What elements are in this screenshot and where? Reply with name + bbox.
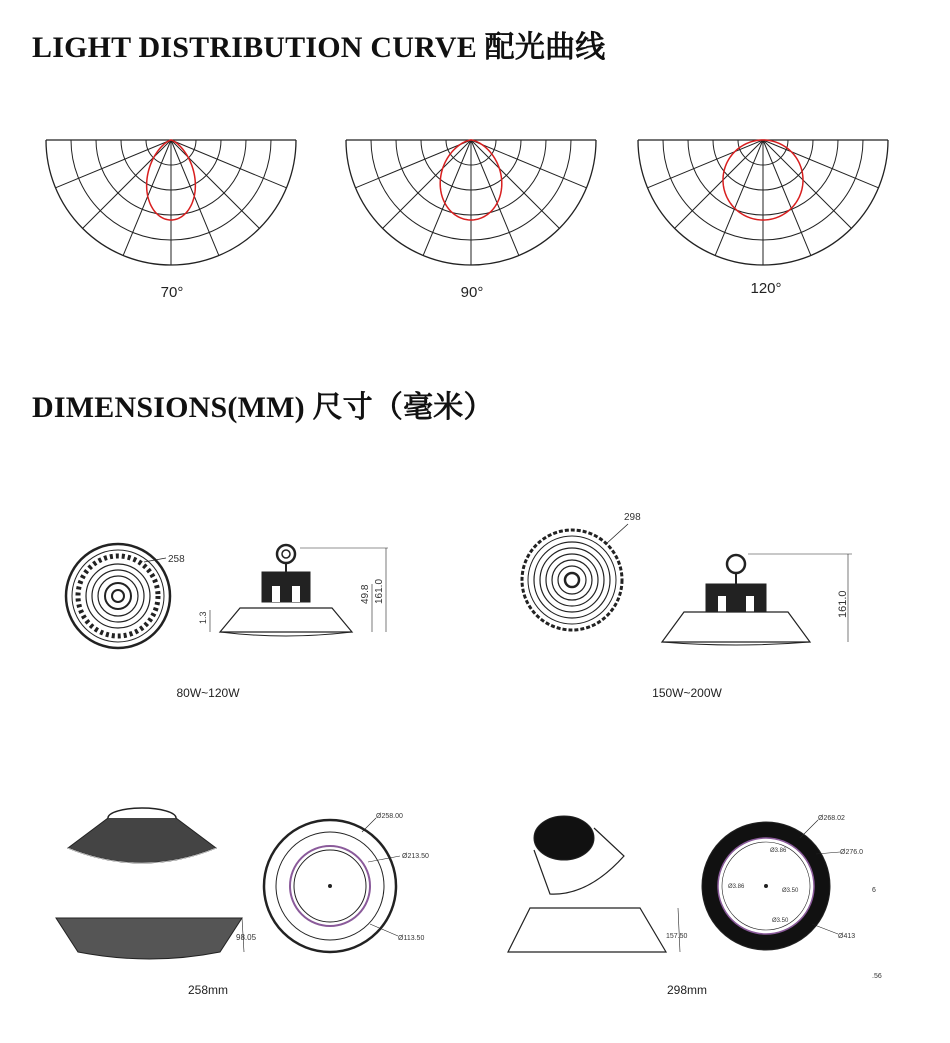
polar-spoke bbox=[383, 140, 471, 228]
ring-label-2: Ø276.0 bbox=[840, 849, 863, 856]
polar-grid-90 bbox=[342, 138, 600, 268]
polar-spoke bbox=[471, 140, 559, 228]
ring-label-3: Ø3.86 bbox=[770, 848, 787, 854]
mid-height-label: 49.8 bbox=[360, 584, 371, 604]
polar-grid-70 bbox=[42, 138, 300, 268]
total-height-label: 161.0 bbox=[374, 578, 385, 604]
polar-chart-120 bbox=[634, 138, 892, 268]
polar-chart-90 bbox=[342, 138, 600, 268]
diameter-label: 258 bbox=[168, 554, 185, 565]
polar-grid-120 bbox=[634, 138, 892, 268]
reflector-298-top-view bbox=[700, 808, 900, 988]
fixture-side-view-graphic bbox=[662, 554, 852, 645]
ring-label-6: Ø3.50 bbox=[772, 918, 789, 924]
beam-angle-label-120: 120° bbox=[750, 280, 782, 297]
reflector-298-views bbox=[506, 800, 686, 970]
model-1-caption: 80W~120W bbox=[176, 686, 240, 700]
polar-spoke bbox=[675, 140, 763, 228]
model-1-side-view bbox=[198, 540, 400, 640]
model-2-side-view bbox=[652, 550, 862, 650]
ring-label-4: Ø3.86 bbox=[728, 884, 745, 890]
ring-label-7: Ø413 bbox=[838, 933, 856, 940]
base-height-label: 1.3 bbox=[198, 611, 208, 624]
reflector-258-views bbox=[56, 796, 256, 976]
reflector-height-label: 98.05 bbox=[236, 933, 257, 942]
reflector-ring-graphic bbox=[702, 820, 840, 950]
reflector-258-caption: 258mm bbox=[187, 983, 228, 997]
model-2-top-view bbox=[510, 506, 670, 646]
light-distribution-title: LIGHT DISTRIBUTION CURVE 配光曲线 bbox=[32, 31, 606, 64]
reflector-cone-graphic bbox=[508, 816, 680, 952]
polar-spoke bbox=[763, 140, 851, 228]
fixture-top-view-graphic bbox=[66, 544, 170, 648]
reflector-dome-graphic bbox=[56, 808, 244, 959]
reflector-298-caption: 298mm bbox=[666, 983, 707, 997]
reflector-height-label: 157.50 bbox=[666, 933, 688, 940]
dimensions-title: DIMENSIONS(MM) 尺寸（毫米） bbox=[32, 391, 494, 424]
total-height-label: 161.0 bbox=[837, 590, 849, 618]
polar-chart-70 bbox=[42, 138, 300, 268]
ring-label-mid: Ø213.50 bbox=[402, 853, 429, 860]
ring-label-outer: Ø258.00 bbox=[376, 813, 403, 820]
side-mark-1: 6 bbox=[872, 887, 876, 894]
side-mark-2: .56 bbox=[872, 973, 882, 980]
ring-label-outer: Ø268.02 bbox=[818, 815, 845, 822]
fixture-top-view-graphic bbox=[522, 524, 628, 630]
beam-angle-label-70: 70° bbox=[160, 284, 184, 301]
reflector-ring-graphic bbox=[264, 818, 400, 952]
reflector-258-top-view bbox=[258, 810, 448, 960]
ring-label-inner: Ø113.50 bbox=[398, 935, 425, 942]
model-2-caption: 150W~200W bbox=[652, 686, 722, 700]
diameter-label: 298 bbox=[624, 512, 641, 523]
beam-angle-label-90: 90° bbox=[460, 284, 484, 301]
ring-label-5: Ø3.50 bbox=[782, 888, 799, 894]
model-1-top-view bbox=[60, 540, 210, 650]
